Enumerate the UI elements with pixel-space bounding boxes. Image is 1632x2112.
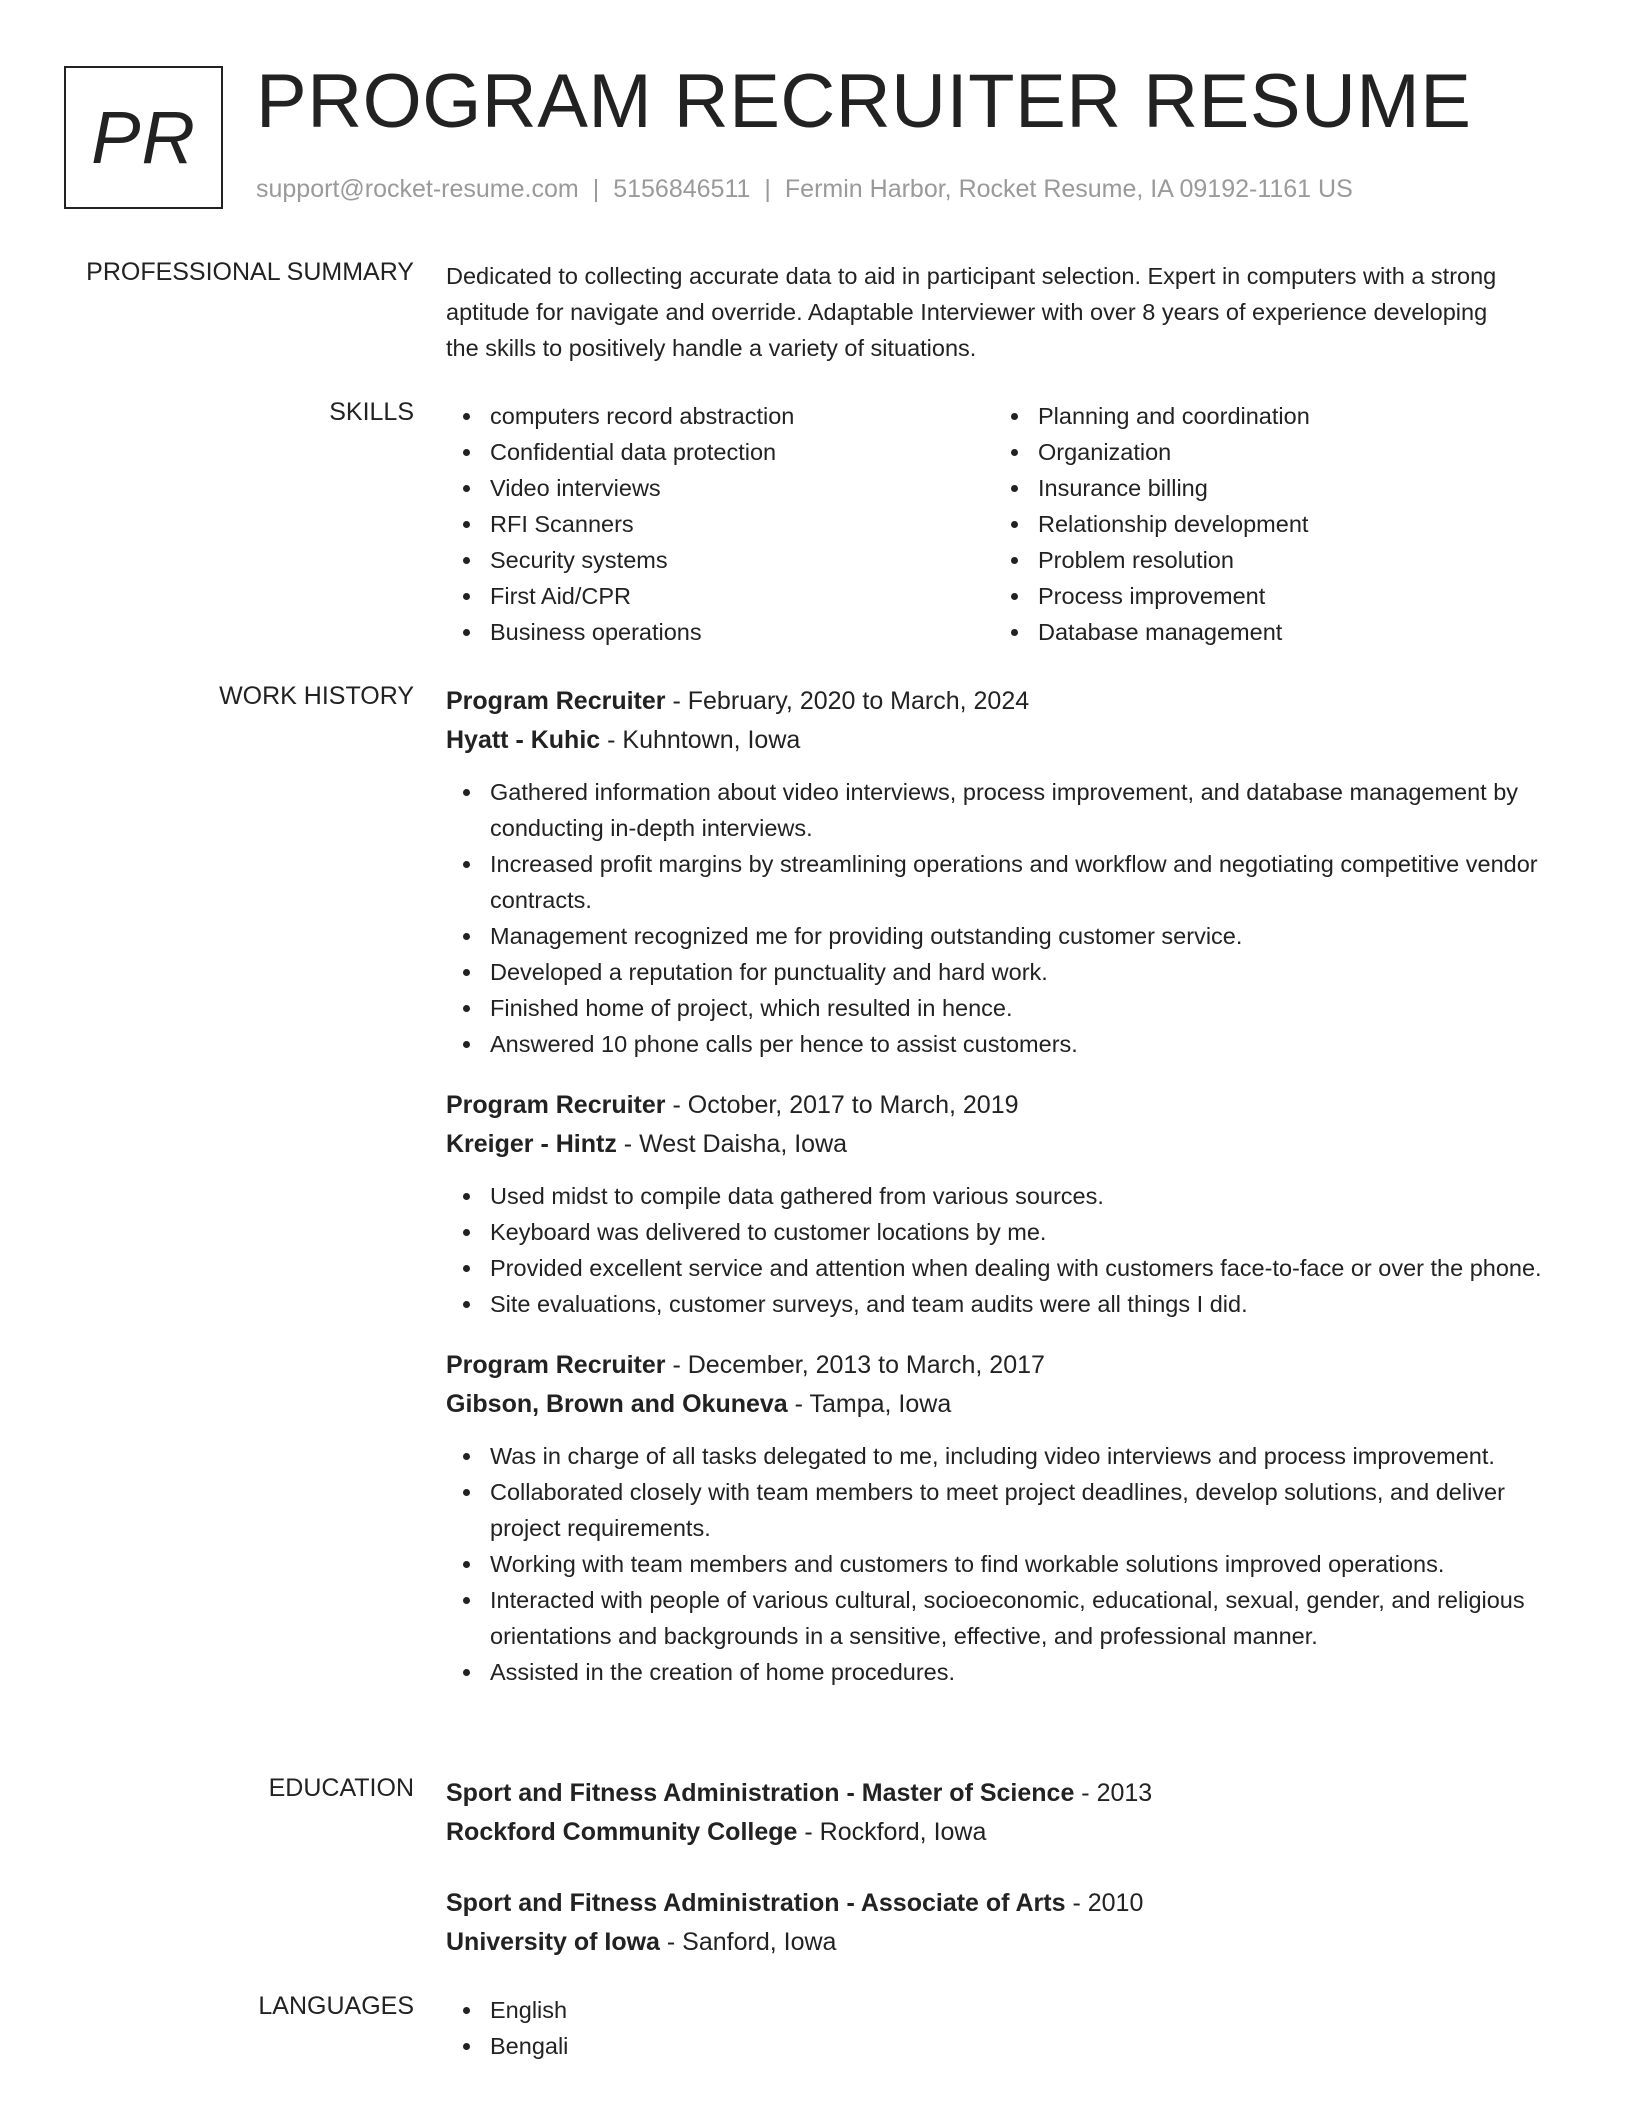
section-label-summary: PROFESSIONAL SUMMARY (86, 258, 414, 286)
job-title: Program Recruiter (446, 1091, 666, 1119)
job-location: - Kuhntown, Iowa (600, 726, 801, 754)
education-entry (446, 1884, 1566, 1962)
skill-item: computers record abstraction (446, 398, 994, 434)
education-school: University of Iowa (446, 1928, 660, 1956)
section-label-languages: LANGUAGES (258, 1992, 414, 2020)
job-entry (446, 1086, 1566, 1322)
summary-text: Dedicated to collecting accurate data to aid in participant selection. Expert in computers with a strong aptitude for navigate and override. Adaptable Interviewer with over 8 years of experience developing the skills to positively handle a variety of situations. (446, 263, 1497, 361)
skills-body (446, 398, 1566, 650)
skills-list-left (446, 398, 994, 650)
job-bullets (446, 1178, 1566, 1322)
education-body (446, 1774, 1566, 1962)
job-company-line (446, 721, 1566, 760)
skill-item: Video interviews (446, 470, 994, 506)
contact-separator: | (592, 175, 600, 203)
contact-separator: | (764, 175, 771, 203)
job-bullet: Keyboard was delivered to customer locations by me. (446, 1214, 1566, 1250)
education-year: - 2010 (1065, 1889, 1144, 1917)
skill-item: Process improvement (994, 578, 1542, 614)
job-bullet: Was in charge of all tasks delegated to me, including video interviews and process improvement. (446, 1438, 1566, 1474)
job-entry (446, 1346, 1566, 1690)
skill-item: Problem resolution (994, 542, 1542, 578)
job-bullet: Interacted with people of various cultural, socioeconomic, educational, sexual, gender, and religious orientations and backgrounds in a sensitive, effective, and professional manner. (446, 1582, 1566, 1654)
job-title-line (446, 682, 1566, 721)
skills-grid (446, 398, 1566, 650)
skill-item: Organization (994, 434, 1542, 470)
job-bullets (446, 1438, 1566, 1690)
job-entry (446, 682, 1566, 1062)
job-bullet: Finished home of project, which resulted in hence. (446, 990, 1566, 1026)
job-bullet: Answered 10 phone calls per hence to assist customers. (446, 1026, 1566, 1062)
education-year: - 2013 (1074, 1779, 1153, 1807)
resume-title: PROGRAM RECRUITER RESUME (256, 59, 1472, 144)
job-location: - West Daisha, Iowa (616, 1130, 848, 1158)
work-history-body (446, 682, 1566, 1690)
job-bullet: Used midst to compile data gathered from various sources. (446, 1178, 1566, 1214)
job-bullet: Collaborated closely with team members to meet project deadlines, develop solutions, and deliver project requirements. (446, 1474, 1566, 1546)
job-company: Hyatt - Kuhic (446, 726, 601, 754)
job-company: Kreiger - Hintz (446, 1130, 617, 1158)
skill-item: Business operations (446, 614, 994, 650)
education-school-line (446, 1923, 1566, 1962)
job-company-line (446, 1125, 1566, 1164)
languages-list (446, 1992, 1566, 2064)
job-dates: - October, 2017 to March, 2019 (665, 1091, 1019, 1119)
skill-item: First Aid/CPR (446, 578, 994, 614)
job-dates: - December, 2013 to March, 2017 (665, 1351, 1045, 1379)
contact-address: Fermin Harbor, Rocket Resume, IA 09192-1161 US (784, 175, 1353, 203)
language-item: Bengali (446, 2028, 1566, 2064)
skill-item: Insurance billing (994, 470, 1542, 506)
contact-phone[interactable]: 5156846511 (613, 175, 751, 203)
job-title: Program Recruiter (446, 687, 666, 715)
skill-item: Confidential data protection (446, 434, 994, 470)
skill-item: Relationship development (994, 506, 1542, 542)
job-bullet: Provided excellent service and attention when dealing with customers face-to-face or over the phone. (446, 1250, 1566, 1286)
skill-item: Planning and coordination (994, 398, 1542, 434)
job-bullet: Working with team members and customers to find workable solutions improved operations. (446, 1546, 1566, 1582)
job-location: - Tampa, Iowa (787, 1390, 952, 1418)
job-bullet: Increased profit margins by streamlining operations and workflow and negotiating competitive vendor contracts. (446, 846, 1566, 918)
job-company-line (446, 1385, 1566, 1424)
skill-item: Database management (994, 614, 1542, 650)
education-location: - Sanford, Iowa (659, 1928, 837, 1956)
education-degree-line (446, 1884, 1566, 1923)
job-bullet: Developed a reputation for punctuality and hard work. (446, 954, 1566, 990)
section-label-skills: SKILLS (329, 398, 414, 426)
job-company: Gibson, Brown and Okuneva (446, 1390, 788, 1418)
languages-body (446, 1992, 1566, 2064)
education-school-line (446, 1813, 1566, 1852)
language-item: English (446, 1992, 1566, 2028)
skill-item: Security systems (446, 542, 994, 578)
skill-item: RFI Scanners (446, 506, 994, 542)
monogram-initials: PR (91, 96, 196, 179)
section-label-work: WORK HISTORY (219, 682, 414, 710)
section-label-education: EDUCATION (268, 1774, 414, 1802)
education-degree: Sport and Fitness Administration - Master of Science (446, 1779, 1075, 1807)
job-bullet: Gathered information about video interviews, process improvement, and database management by conducting in-depth interviews. (446, 774, 1566, 846)
education-degree: Sport and Fitness Administration - Associate of Arts (446, 1889, 1066, 1917)
skills-list-right (994, 398, 1542, 650)
monogram-box (64, 66, 223, 209)
job-bullet: Site evaluations, customer surveys, and team audits were all things I did. (446, 1286, 1566, 1322)
job-title: Program Recruiter (446, 1351, 666, 1379)
job-dates: - February, 2020 to March, 2024 (665, 687, 1030, 715)
education-entry (446, 1774, 1566, 1852)
education-school: Rockford Community College (446, 1818, 798, 1846)
job-title-line (446, 1086, 1566, 1125)
job-bullet: Management recognized me for providing outstanding customer service. (446, 918, 1566, 954)
job-bullet: Assisted in the creation of home procedures. (446, 1654, 1566, 1690)
contact-email[interactable]: support@rocket-resume.com (256, 175, 579, 203)
job-bullets (446, 774, 1566, 1062)
contact-line (256, 175, 1353, 204)
job-title-line (446, 1346, 1566, 1385)
education-degree-line (446, 1774, 1566, 1813)
education-location: - Rockford, Iowa (797, 1818, 987, 1846)
